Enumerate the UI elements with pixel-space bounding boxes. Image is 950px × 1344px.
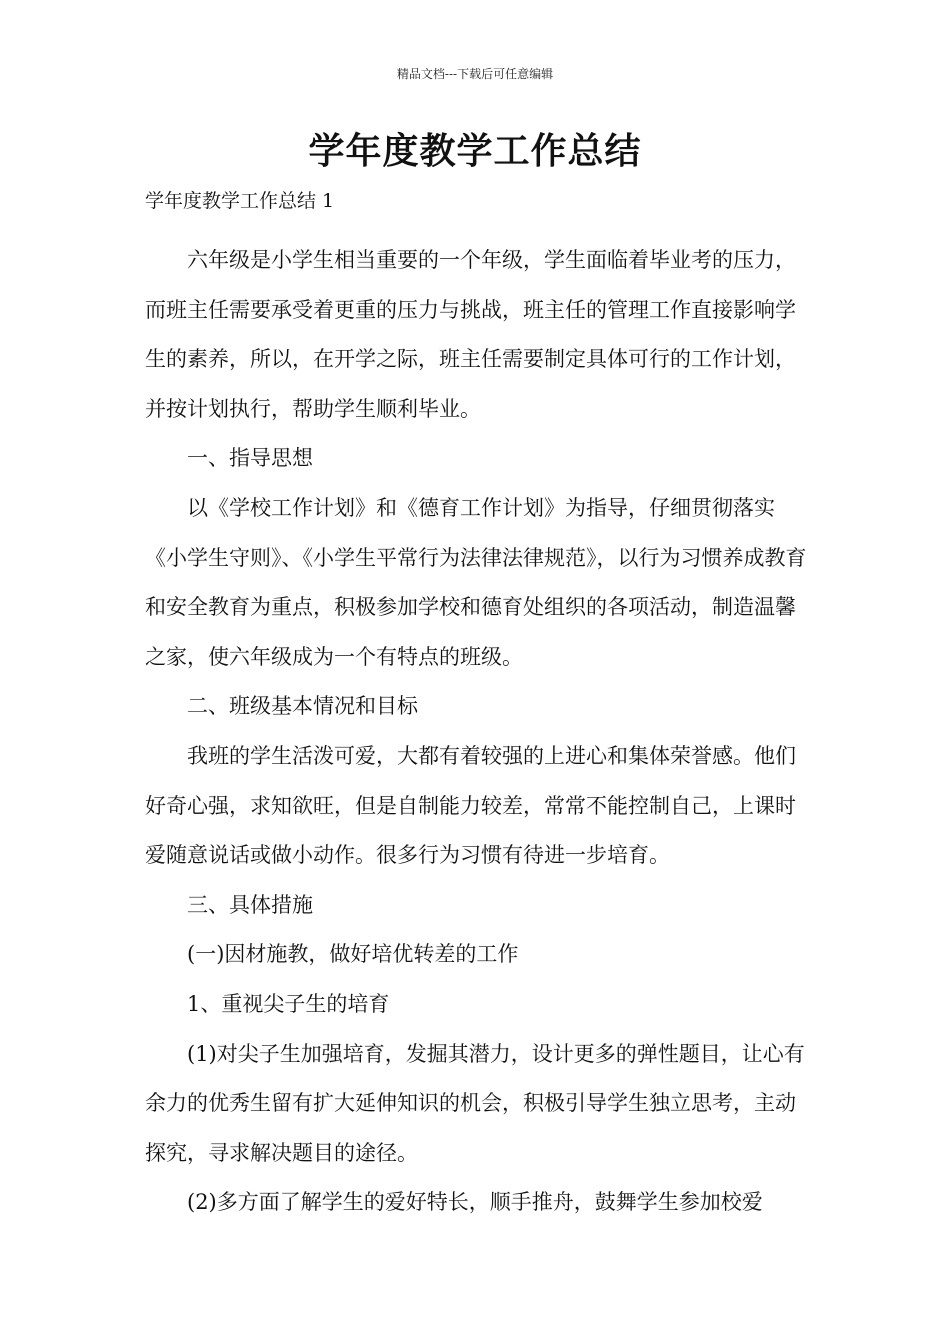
paragraph-guiding-thought: 以《学校工作计划》和《德育工作计划》为指导，仔细贯彻落实《小学生守则》、《小学生平常行为法律法律规范》，以行为习惯养成教育和安全教育为重点，积极参加学校和德育处组织的各项活动，制造温馨之家，使六年级成为一个有特点的班级。 <box>145 495 807 669</box>
heading-top-students: 1、重视尖子生的培育 <box>187 991 390 1016</box>
document-title: 学年度教学工作总结 <box>308 131 642 172</box>
paragraph-top-students-1: (1)对尖子生加强培育，发掘其潜力，设计更多的弹性题目，让心有余力的优秀生留有扩大延伸知识的机会，积极引导学生独立思考，主动探究，寻求解决题目的途径。 <box>145 1041 805 1165</box>
header-note: 精品文档---下载后可任意编辑 <box>396 67 554 81</box>
heading-measure-1: (一)因材施教，做好培优转差的工作 <box>187 942 519 967</box>
paragraph-class-situation: 我班的学生活泼可爱，大都有着较强的上进心和集体荣誉感。他们好奇心强，求知欲旺，但是自制能力较差，常常不能控制自己，上课时爱随意说话或做小动作。很多行为习惯有待进一步培育。 <box>145 743 796 868</box>
document-subtitle: 学年度教学工作总结 1 <box>145 190 335 212</box>
document-body <box>145 185 810 1228</box>
paragraph-top-students-2: (2)多方面了解学生的爱好特长，顺手推舟，鼓舞学生参加校爱 <box>187 1190 763 1215</box>
heading-measures: 三、具体措施 <box>187 892 313 917</box>
heading-guiding-thought: 一、指导思想 <box>187 446 313 471</box>
heading-class-situation: 二、班级基本情况和目标 <box>187 694 418 719</box>
paragraph-intro: 六年级是小学生相当重要的一个年级，学生面临着毕业考的压力，而班主任需要承受着更重的压力与挑战，班主任的管理工作直接影响学生的素养，所以，在开学之际，班主任需要制定具体可行的工作计划，并按计划执行，帮助学生顺利毕业。 <box>145 248 796 421</box>
